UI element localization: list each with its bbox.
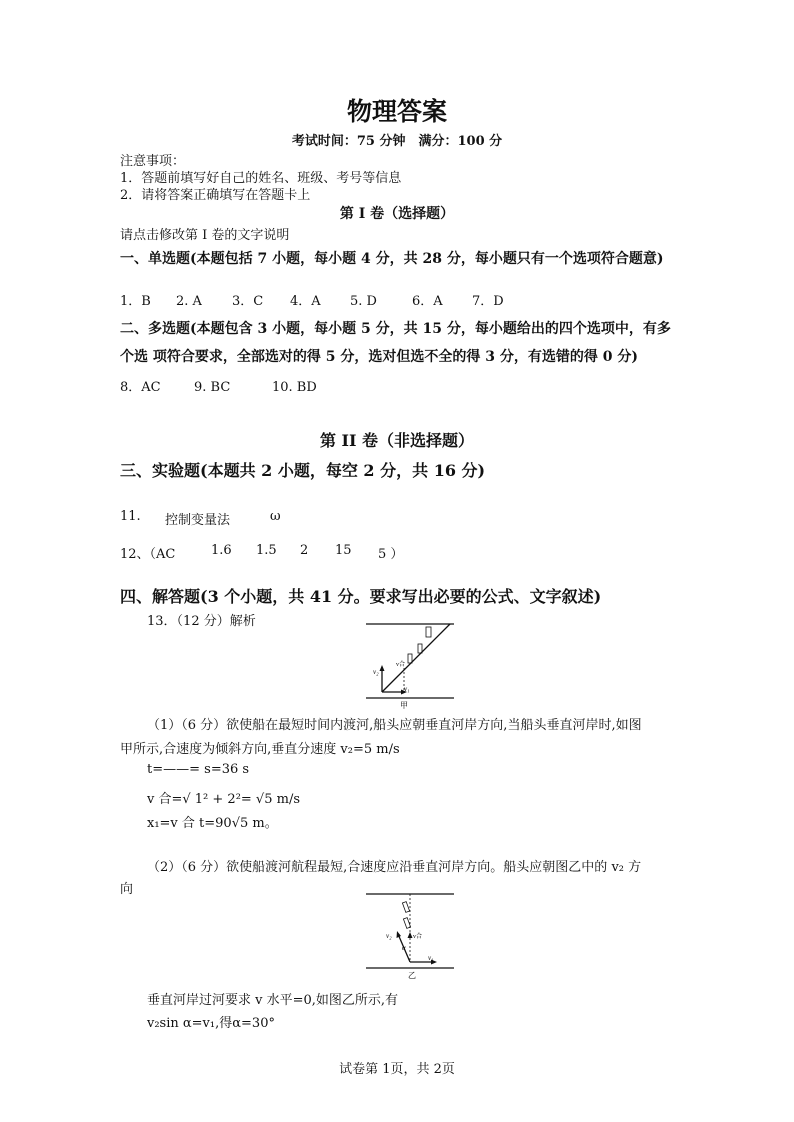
v2-arrowhead xyxy=(397,931,402,938)
answer-6: 6．A xyxy=(412,294,443,309)
section-2-heading-line-2: 个选 项符合要求，全部选对的得 5 分，选对但选不全的得 3 分，有选错的得 0 分) xyxy=(120,349,638,365)
answer-3: 3．C xyxy=(232,294,264,309)
boat-shape-1 xyxy=(402,902,409,913)
diagram-yi xyxy=(360,888,460,980)
alpha-label: α xyxy=(402,944,406,952)
part-1-line-1: （1）（6 分）欲使船在最短时间内渡河,船头应朝垂直河岸方向,当船头垂直河岸时,如图 xyxy=(147,718,642,733)
answer-11-blank-2: ω xyxy=(270,509,281,524)
answer-8: 8．AC xyxy=(120,380,161,395)
section-1-heading: 一、单选题(本题包括 7 小题，每小题 4 分，共 28 分，每小题只有一个选项符合题意) xyxy=(120,251,664,267)
v1-label: v₁ xyxy=(404,685,410,693)
answer-4: 4．A xyxy=(290,294,321,309)
boat-shape-1 xyxy=(408,654,412,663)
v1-label: v₁ xyxy=(428,954,434,962)
answer-12-blank-4: 2 xyxy=(300,543,309,558)
answer-12-blank-6: 5 ） xyxy=(378,547,404,562)
section-2-answers xyxy=(120,376,317,395)
section-4-heading: 四、解答题(3 个小题，共 41 分。要求写出必要的公式、文字叙述) xyxy=(120,587,602,606)
v2-arrowhead xyxy=(380,665,385,671)
boat-shape-2 xyxy=(418,644,422,653)
volume-1-title: 第 I 卷（选择题） xyxy=(339,206,455,222)
answer-12-blank-2: 1.6 xyxy=(211,543,232,558)
volume-2-title: 第 II 卷（非选择题） xyxy=(319,431,475,450)
diagram-yi-label: 乙 xyxy=(408,971,416,980)
note-item-1: 1．答题前填写好自己的姓名、班级、考号等信息 xyxy=(120,171,402,186)
boat-shape-3 xyxy=(426,627,431,637)
answer-12-blank-1: 12、（AC xyxy=(120,547,176,562)
part-1-line-2: 甲所示,合速度为倾斜方向,垂直分速度 v₂=5 m/s xyxy=(120,742,400,757)
section-2-heading-line-1: 二、多选题(本题包含 3 小题，每小题 5 分，共 15 分，每小题给出的四个选项中，有多 xyxy=(120,321,671,337)
equation-velocity: v 合=√ 1² + 2²= √5 m/s xyxy=(147,792,300,807)
answer-11-number: 11. xyxy=(120,509,141,524)
equation-displacement: x₁=v 合 t=90√5 m。 xyxy=(147,816,278,831)
answer-12-blank-3: 1.5 xyxy=(256,543,277,558)
part-2-line-4: v₂sin α=v₁,得α=30° xyxy=(147,1016,275,1031)
answer-11-blank-1: 控制变量法 xyxy=(165,513,231,528)
part-2-line-2: 向 xyxy=(120,882,134,897)
answer-5: 5. D xyxy=(350,294,377,309)
answer-9: 9. BC xyxy=(194,380,231,395)
page-footer: 试卷第 1页，共 2页 xyxy=(339,1062,455,1077)
volume-1-note: 请点击修改第 I 卷的文字说明 xyxy=(120,228,290,243)
answer-12-blank-5: 15 xyxy=(335,543,352,558)
exam-info: 考试时间：75 分钟 满分：100 分 xyxy=(291,134,503,149)
document-title: 物理答案 xyxy=(346,97,447,126)
answer-1: 1．B xyxy=(120,294,151,309)
answer-10: 10. BD xyxy=(272,380,317,395)
vhe-label: v合 xyxy=(413,934,423,940)
boat-shape-2 xyxy=(403,918,410,929)
diagram-jia xyxy=(360,620,460,710)
vhe-label: v合 xyxy=(396,662,406,668)
question-13-header: 13．（12 分）解析 xyxy=(147,614,256,629)
section-1-answers xyxy=(120,290,504,309)
resultant-path-line xyxy=(382,624,450,692)
v2-label: v₂ xyxy=(373,668,379,676)
part-2-line-3: 垂直河岸过河要求 v 水平=0,如图乙所示,有 xyxy=(147,993,399,1008)
vhe-arrowhead xyxy=(408,932,413,938)
v2-label: v₂ xyxy=(386,932,392,940)
answer-2: 2. A xyxy=(176,294,202,309)
answer-7: 7．D xyxy=(472,294,504,309)
note-item-2: 2．请将答案正确填写在答题卡上 xyxy=(120,188,311,203)
section-3-heading: 三、实验题(本题共 2 小题，每空 2 分，共 16 分) xyxy=(120,461,486,480)
notes-heading: 注意事项： xyxy=(120,154,186,169)
equation-time: t=——= s=36 s xyxy=(147,762,250,777)
part-2-line-1: （2）（6 分）欲使船渡河航程最短,合速度应沿垂直河岸方向。船头应朝图乙中的 v₂ 方 xyxy=(147,860,642,875)
diagram-jia-label: 甲 xyxy=(400,701,408,710)
